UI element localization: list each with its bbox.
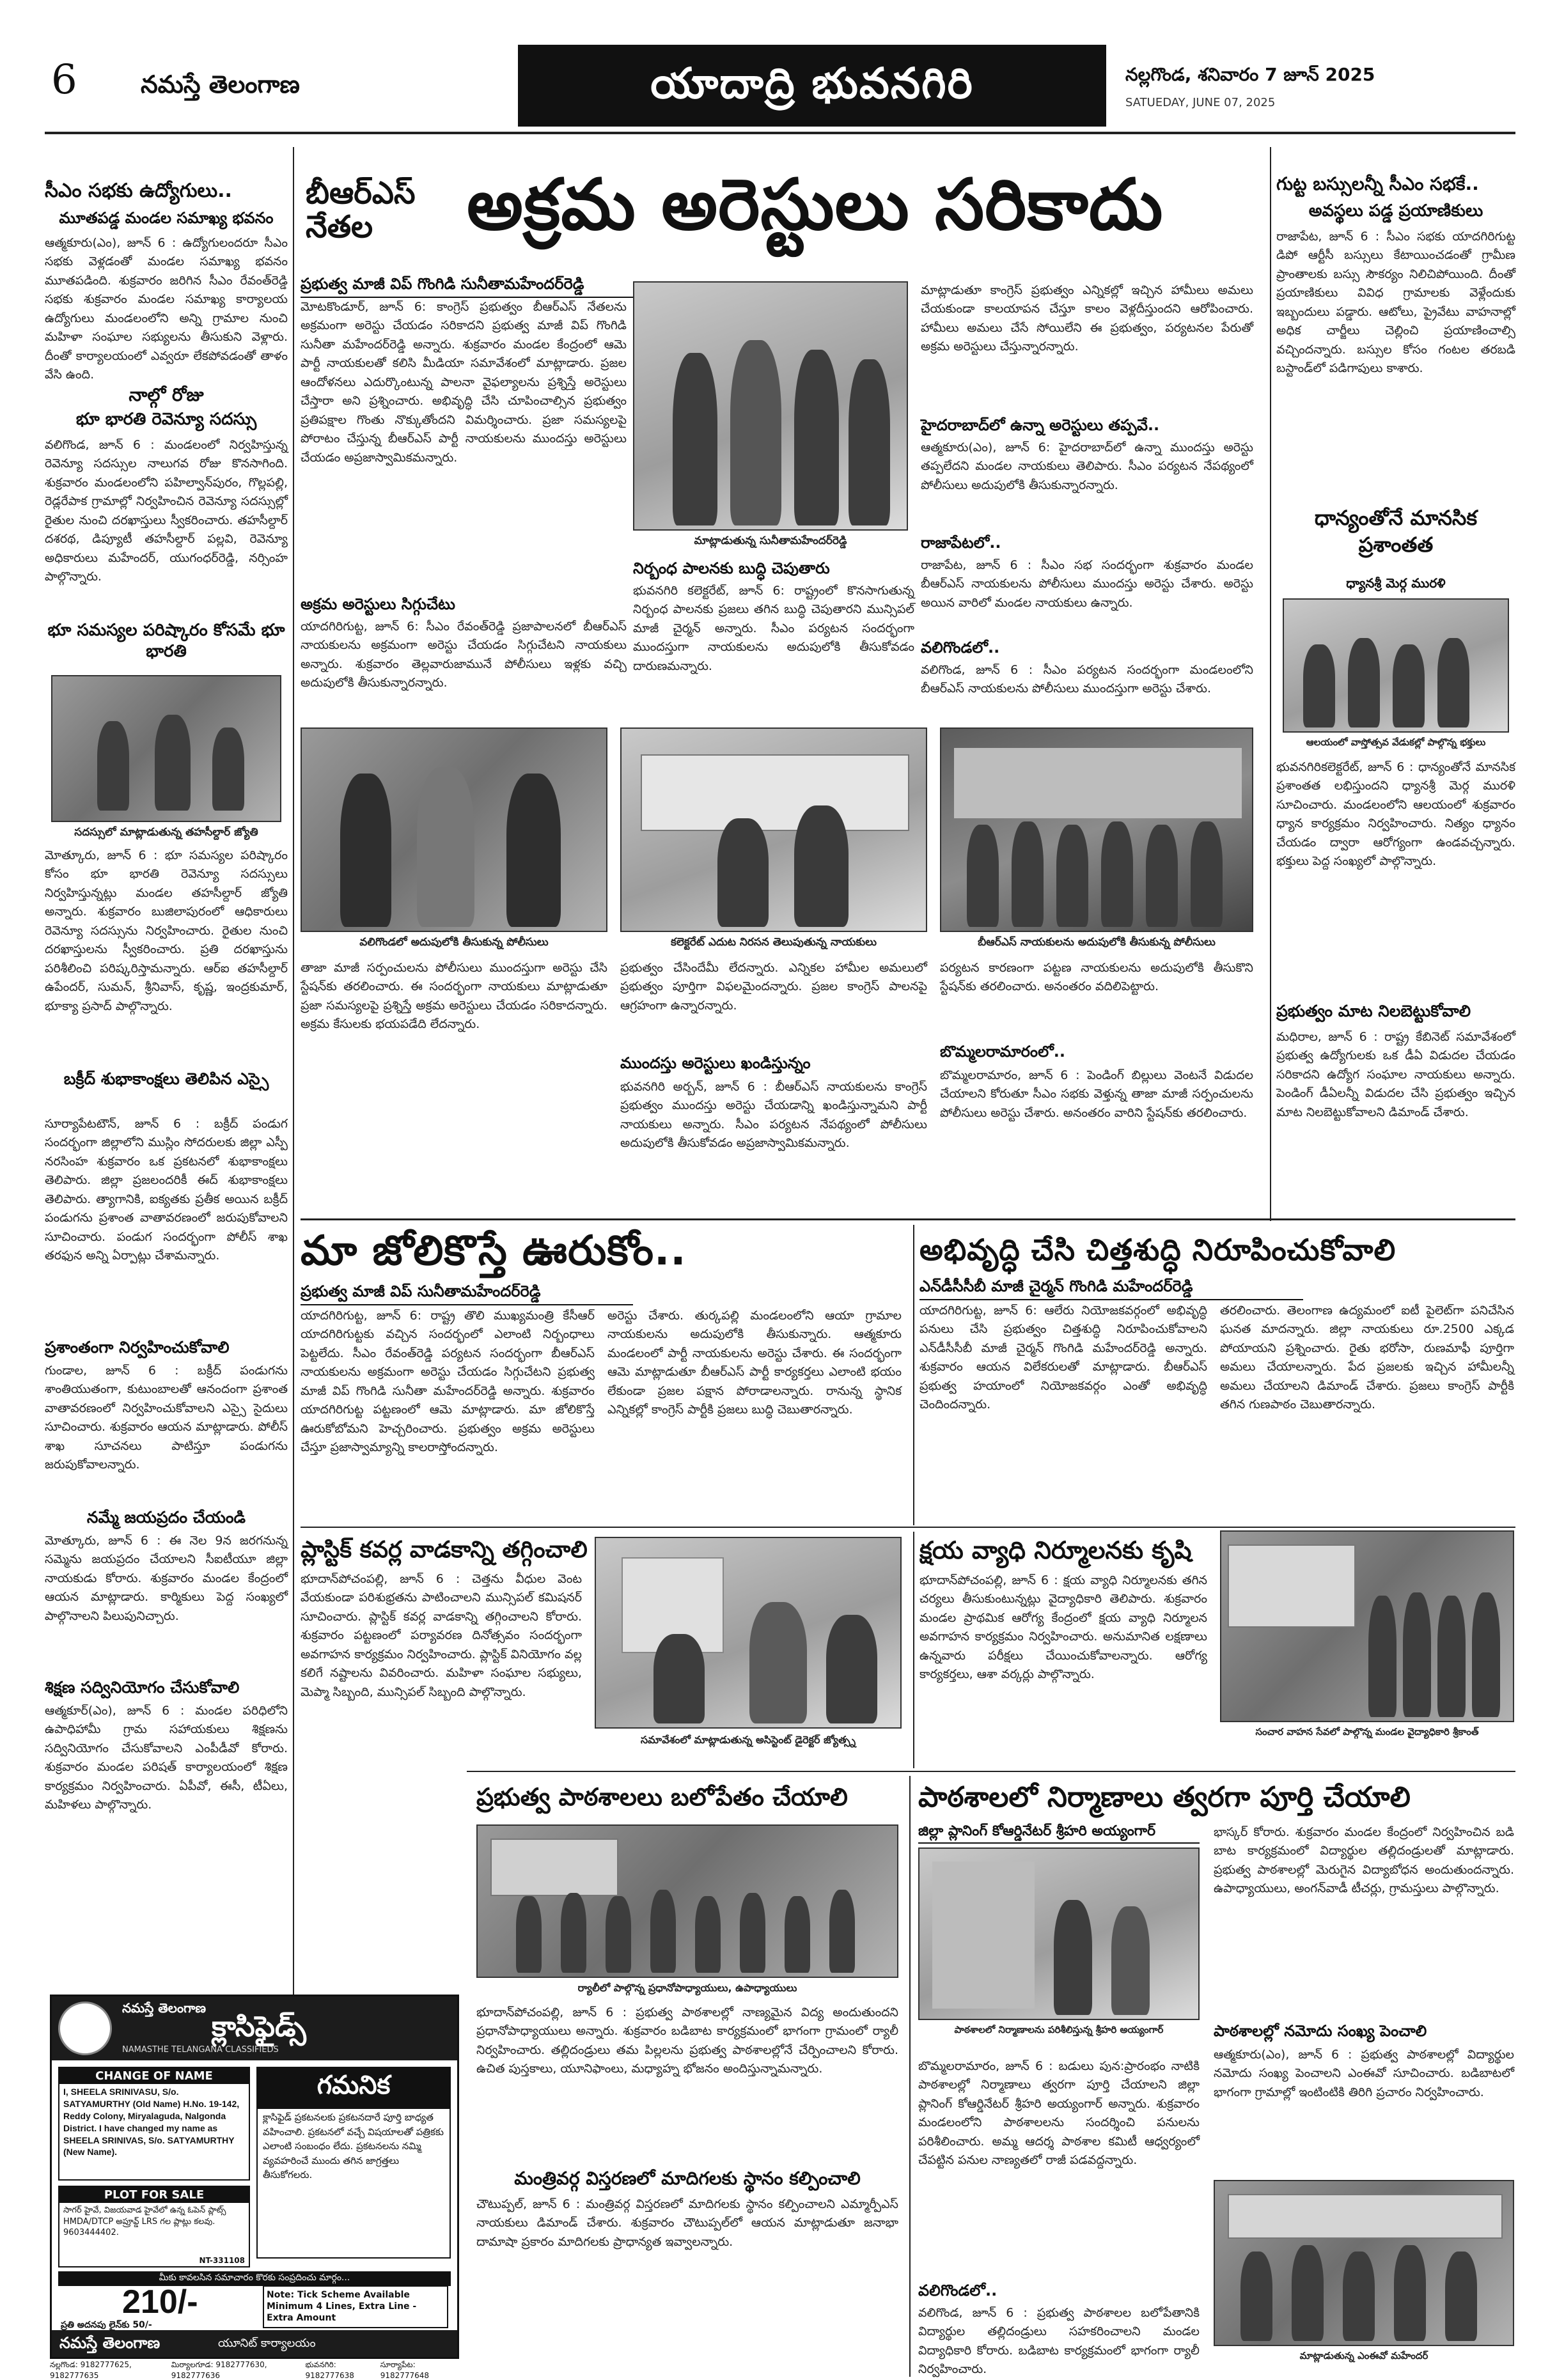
plastic-headline: ప్లాస్టిక్ కవర్ల వాడకాన్ని తగ్గించాలి xyxy=(301,1537,588,1563)
left-s2-sub: భూ భారతి రెవెన్యూ సదస్సు xyxy=(75,410,257,429)
plot-code: NT-331108 xyxy=(199,2256,245,2265)
contact-1: నల్లగొండ: 9182777625, 9182777635 xyxy=(50,2360,132,2380)
plot-body: సాగర్ హైవే, విజయవాడ హైవేలో ఉన్న ఓపెన్ ప్లాట్స్ HMDA/DTCP అప్రూవ్డ్ LRS గల ప్లాట్లు కలవు. 9603444402. xyxy=(63,2205,226,2238)
tb-photo xyxy=(1220,1530,1514,1722)
left-s2-title: నాల్గో రోజు xyxy=(129,384,204,405)
tb-caption: సంచార వాహన సేవలో పాల్గొన్న మండల వైద్యాధికారి శ్రీకాంత్ xyxy=(1255,1726,1479,1738)
main-body-lower2: ప్రభుత్వం చేసిందేమీ లేదన్నారు. ఎన్నికల హామీల అమలులో ప్రభుత్వం పూర్తిగా విఫలమైందన్నారు. ప్రజల కాంగ్రెస్ పాలనపై ఆగ్రహంగా ఉన్నారన్నారు. xyxy=(620,961,927,1013)
construction-subhead: జిల్లా ప్లానింగ్ కోఆర్డినేటర్ శ్రీహరి అయ్యంగార్ xyxy=(918,1823,1200,1844)
schools-caption: ర్యాలీలో పాల్గొన్న ప్రధానోపాధ్యాయులు, ఉపాధ్యాయులు xyxy=(577,1982,797,1994)
main-party-tag: బీఆర్ఎస్ నేతల xyxy=(306,175,416,245)
main-body-a: యాదగిరిగుట్ట, జూన్ 6: సీఎం రేవంత్‌రెడ్డి ప్రజాపాలనలో బీఆర్ఎస్ నాయకులను అక్రమంగా అరెస్టు చేయడం సిగ్గుచేటని నాయకులు అన్నారు. శుక్రవారం తెల్లవారుజామునే పోలీసులు ఇళ్లకు వచ్చి అదుపులోకి తీసుకున్నారన్నారు. xyxy=(301,619,627,690)
dev-story xyxy=(919,1224,1515,1524)
left-s6-title: నమ్మే జయప్రదం చేయండి xyxy=(86,1508,246,1527)
main-body-f: భువనగిరి అర్బన్, జూన్ 6 : బీఆర్ఎస్ నాయకులను కాంగ్రెస్ ప్రభుత్వం ముందస్తు అరెస్టు చేయడాన్ని ఖండిస్తున్నామని పార్టీ నాయకులు అన్నారు. సీఎం పర్యటన నేపథ్యంలో పోలీసులు అదుపులోకి తీసుకోవడం అప్రజాస్వామికమన్నారు. xyxy=(620,1080,927,1151)
right-s3-body: మధిరాల, జూన్ 6 : రాష్ట్ర కేబినెట్ సమావేశంలో ప్రభుత్వ ఉద్యోగులకు ఒక డీఏ విడుదల చేయడం సరికాదని ఉద్యోగ సంఘాల నాయకులు అన్నారు. పెండింగ్ డీఏలన్నీ విడుదల చేసి ప్రభుత్వం ఇచ్చిన మాట నిలబెట్టుకోవాలని డిమాండ్ చేశారు. xyxy=(1276,1030,1515,1119)
change-of-name-box xyxy=(58,2067,250,2181)
district-title: యాదాద్రి భువనగిరి xyxy=(650,59,974,108)
left-s3-caption: సదస్సులో మాట్లాడుతున్న తహసీల్దార్ జ్యోతి xyxy=(74,826,258,839)
main-bottom-rule xyxy=(301,1218,1515,1220)
left-s1-body: ఆత్మకూరు(ఎం), జూన్ 6 : ఉద్యోగులందరూ సీఎం సభకు వెళ్లడంతో మండల సమాఖ్య భవనం మూతపడింది. శుక్రవారం జరిగిన సీఎం రేవంత్‌రెడ్డి సభకు శుక్రవారం మండల సమాఖ్య కార్యాలయ ఉద్యోగులు మండలంలోని అన్ని గ్రామాల నుంచి మహిళా సంఘాల సభ్యులను తీసుకుని వెళ్లారు. దీంతో కార్యాలయంలో ఎవ్వరూ లేకపోవడంతో తాళం వేసి ఉంది. xyxy=(45,236,288,382)
main-body-c: ఆత్మకూరు(ఎం), జూన్ 6: హైదరాబాద్‌లో ఉన్నా ముందస్తు అరెస్టు తప్పలేదని మండల నాయకులు తెలిపారు. సీఎం పర్యటన నేపథ్యంలో పోలీసులు అదుపులోకి తీసుకున్నారన్నారు. xyxy=(921,440,1253,492)
date-english: SATUEDAY, JUNE 07, 2025 xyxy=(1125,96,1276,109)
schools-photo xyxy=(476,1824,898,1978)
construction-sub2: వలిగొండలో.. xyxy=(918,2282,998,2299)
right-column xyxy=(1276,141,1515,1221)
notice-box xyxy=(256,2067,451,2259)
right-s1-title: గుట్ట బస్సులన్నీ సీఎం సభకే.. xyxy=(1276,173,1479,194)
row2-rule xyxy=(301,1527,1515,1528)
main-body-lower4: పర్యటన కారణంగా పట్టణ నాయకులను అదుపులోకి తీసుకొని స్టేషన్‌కు తరలించారు. అనంతరం వదిలిపెట్టారు. xyxy=(940,961,1253,994)
construction-caption-2: మాట్లాడుతున్న ఎంఈవో మహేందర్ xyxy=(1299,2350,1428,2361)
left-s6-body: మోత్కూరు, జూన్ 6 : ఈ నెల 9న జరగనున్న సమ్మెను జయప్రదం చేయాలని సీఐటీయూ జిల్లా నాయకుడు కోరారు. శుక్రవారం మండల కేంద్రంలో ఆయన మాట్లాడారు. కార్మికులు పెద్ద సంఖ్యలో పాల్గొనాలని పిలుపునిచ్చారు. xyxy=(45,1534,288,1623)
main-photo-1-caption: మాట్లాడుతున్న సునీతామహేందర్‌రెడ్డి xyxy=(694,534,847,547)
main-body-lower1: తాజా మాజీ సర్పంచులను పోలీసులు ముందస్తుగా అరెస్టు చేసి స్టేషన్‌కు తరలించారు. ఈ సందర్భంగా నాయకులు మాట్లాడుతూ ప్రజా సమస్యలపై ప్రశ్నిస్తే అక్రమ అరెస్టులు చేయడం సరికాదన్నారు. అక్రమ కేసులకు భయపడేది లేదన్నారు. xyxy=(301,961,607,1032)
main-sub-b: నిర్బంధ పాలనకు బుద్ధి చెపుతారు xyxy=(633,559,830,577)
dev-subhead: ఎన్‌డీసీసీబీ మాజీ చైర్మన్ గొంగిడి మహేందర్‌రెడ్డి xyxy=(919,1277,1303,1300)
mid-body: యాదగిరిగుట్ట, జూన్ 6: రాష్ట్ర తొలి ముఖ్యమంత్రి కేసీఆర్ యాదగిరిగుట్టకు వచ్చిన సందర్భంలో ఎలాంటి నిర్బంధాలు పెట్టలేదు. సీఎం రేవంత్‌రెడ్డి పర్యటన సందర్భంగా బీఆర్ఎస్ నాయకులను అక్రమంగా అరెస్టు చేయడం సిగ్గుచేటని ప్రభుత్వ మాజీ విప్ గొంగిడి సునీతా మహేందర్‌రెడ్డి అన్నారు. శుక్రవారం యాదగిరిగుట్ట పట్టణంలో ఆమె మాట్లాడారు. మా జోలికొస్తే ఊరుకోబోమని హెచ్చరించారు. ప్రభుత్వం అక్రమ అరెస్టులు చేస్తూ ప్రజాస్వామ్యాన్ని కాలరాస్తోందన్నారు. xyxy=(301,1309,595,1455)
left-s4-title: బక్రీద్ శుభాకాంక్షలు తెలిపిన ఎస్సై xyxy=(63,1069,269,1088)
main-photo-4 xyxy=(940,727,1253,932)
left-s1-title: సీఎం సభకు ఉద్యోగులు.. xyxy=(45,180,232,202)
notice-body: క్లాసిఫైడ్ ప్రకటనలకు ప్రకటనదారే పూర్తి బాధ్యత వహించాలి. ప్రకటనలో వచ్చే విషయాలతో పత్రికకు ఎలాంటి సంబంధం లేదు. ప్రకటనలను నమ్మి వ్యవహరించే ముందు తగిన జాగ్రత్తలు తీసుకోగలరు. xyxy=(263,2112,444,2181)
right-s2-sub: ధ్యానశ్రీ మెర్గ మురళి xyxy=(1346,575,1446,591)
right-column-rule xyxy=(1270,147,1271,1221)
mid-body-2: అరెస్టు చేశారు. తుర్కపల్లి మండలంలోని ఆయా గ్రామాల నాయకులను అదుపులోకి తీసుకున్నారు. ఆత్మకూరు మండలంలో పార్టీ నాయకులను అరెస్టు చేశారు. ఈ సందర్భంగా ఆమె మాట్లాడుతూ బీఆర్ఎస్ పార్టీ కార్యకర్తలు ఎలాంటి భయం లేకుండా ప్రజల పక్షాన పోరాడాలన్నారు. రానున్న స్థానిక ఎన్నికల్లో కాంగ్రెస్ పార్టీకి ప్రజలు బుద్ధి చెబుతారన్నారు. xyxy=(607,1309,902,1417)
price-big: 210/- xyxy=(122,2283,198,2321)
main-photo-1 xyxy=(633,281,908,531)
contact-3: భువనగిరి: 9182777638 xyxy=(305,2360,354,2380)
plot-title: PLOT FOR SALE xyxy=(59,2187,249,2203)
construction-sub3: పాఠశాలల్లో నమోదు సంఖ్య పెంచాలి xyxy=(1214,2022,1427,2040)
plastic-divider xyxy=(913,1532,914,1768)
left-s7-title: శిక్షణ సద్వినియోగం చేసుకోవాలి xyxy=(45,1678,240,1697)
row3-rule xyxy=(467,1771,1515,1772)
schools-body: భూదాన్‌పోచంపల్లి, జూన్ 6 : ప్రభుత్వ పాఠశాలల్లో నాణ్యమైన విద్య అందుతుందని ప్రధానోపాధ్యాయులు అన్నారు. శుక్రవారం బడిబాట కార్యక్రమంలో భాగంగా గ్రామంలో ర్యాలీ నిర్వహించారు. తల్లిదండ్రులు తమ పిల్లలను ప్రభుత్వ పాఠశాలల్లోనే చేర్పించాలని కోరారు. ఉచిత పుస్తకాలు, యూనిఫాంలు, మధ్యాహ్న భోజనం అందిస్తున్నామన్నారు. xyxy=(476,2005,898,2076)
left-column xyxy=(45,141,288,2020)
main-photo-4-caption: బీఆర్ఎస్ నాయకులను అదుపులోకి తీసుకున్న పోలీసులు xyxy=(978,936,1216,949)
district-title-banner xyxy=(518,45,1106,127)
left-s5-title: ప్రశాంతంగా నిర్వహించుకోవాలి xyxy=(45,1338,230,1357)
schools-body2: చౌటుప్పల్, జూన్ 6 : మంత్రివర్గ విస్తరణలో మాదిగలకు స్థానం కల్పించాలని ఎమ్మార్పీఎస్ నాయకులు డిమాండ్ చేశారు. శుక్రవారం చౌటుప్పల్‌లో ఆయన మాట్లాడుతూ జనాభా దామాషా ప్రకారం మాదిగలకు ప్రాధాన్యత ఇవ్వాలన్నారు. xyxy=(476,2197,898,2249)
left-s3-title: భూ సమస్యల పరిష్కారం కోసమే భూ భారతి xyxy=(47,621,285,661)
main-headline: అక్రమ అరెస్టులు సరికాదు xyxy=(467,164,1164,245)
change-of-name-body: I, SHEELA SRINIVASU, S/o. SATYAMURTHY (Old Name) H.No. 19-142, Reddy Colony, Miryalaguda, Nalgonda District. I have changed my name as SHEELA SRINIVAS, S/o. SATYAMURTHY (New Name). xyxy=(63,2087,240,2158)
mid-story xyxy=(301,1224,908,1524)
classifieds-footer xyxy=(52,2330,457,2357)
right-s2-body: భువనగిరికలెక్టరేట్, జూన్ 6 : ధాన్యంతోనే మానసిక ప్రశాంతత లభిస్తుందని ధ్యానశ్రీ మెర్గ మురళి సూచించారు. మండలంలోని ఆలయంలో శుక్రవారం ధ్యాన కార్యక్రమం నిర్వహించారు. నిత్యం ధ్యానం చేయడం ద్వారా ఆరోగ్యంగా ఉండవచ్చన్నారు. భక్తులు పెద్ద సంఖ్యలో పాల్గొన్నారు. xyxy=(1276,760,1515,869)
classifieds-contacts xyxy=(50,2360,459,2378)
notice-title: గమనిక xyxy=(258,2068,450,2109)
mid-subhead: ప్రభుత్వ మాజీ విప్ సునీతామహేందర్‌రెడ్డి xyxy=(301,1282,633,1305)
dev-body: యాదగిరిగుట్ట, జూన్ 6: ఆలేరు నియోజకవర్గంలో అభివృద్ధి పనులు చేసి ప్రభుత్వం చిత్తశుద్ధి నిరూపించుకోవాలని ఎన్‌డీసీసీబీ మాజీ చైర్మన్ గొంగిడి మహేందర్‌రెడ్డి అన్నారు. శుక్రవారం ఆయన విలేకరులతో మాట్లాడారు. బీఆర్ఎస్ ప్రభుత్వ హయాంలో నియోజకవర్గం ఎంతో అభివృద్ధి చెందిందన్నారు. xyxy=(919,1303,1207,1412)
plastic-photo xyxy=(595,1537,902,1729)
construction-body: బొమ్మలరామారం, జూన్ 6 : బడులు పున:ప్రారంభం నాటికి పాఠశాలల్లో నిర్మాణాలు త్వరగా పూర్తి చేయాలని జిల్లా ప్లానింగ్ కోఆర్డినేటర్ శ్రీహరి అయ్యంగార్ అన్నారు. శుక్రవారం మండలంలోని పాఠశాలలను సందర్శించి పనులను పరిశీలించారు. అమ్మ ఆదర్శ పాఠశాల కమిటీ ఆధ్వర్యంలో చేపట్టిన పనుల నాణ్యతలో రాజీ పడవద్దన్నారు. xyxy=(918,2059,1200,2168)
tb-body: భూదాన్‌పోచంపల్లి, జూన్ 6 : క్షయ వ్యాధి నిర్మూలనకు తగిన చర్యలు తీసుకుంటున్నట్లు వైద్యాధికారి తెలిపారు. శుక్రవారం మండల ప్రాథమిక ఆరోగ్య కేంద్రంలో క్షయ వ్యాధి నిర్మూలన అవగాహన కార్యక్రమం నిర్వహించారు. అనుమానిత లక్షణాలు ఉన్నవారు పరీక్షలు చేయించుకోవాలన్నారు. ఆరోగ్య కార్యకర్తలు, ఆశా వర్కర్లు పాల్గొన్నారు. xyxy=(919,1573,1207,1682)
classifieds-title: క్లాసిఫైడ్స్ xyxy=(212,2011,306,2043)
mid-headline: మా జోలికొస్తే ఊరుకోం.. xyxy=(301,1227,687,1275)
left-s7-body: ఆత్మకూర్(ఎం), జూన్ 6 : మండల పరిధిలోని ఉపాధిహామీ గ్రామ సహాయకులు శిక్షణను సద్వినియోగం చేసుకోవాలని ఎంపీడీవో కోరారు. శుక్రవారం మండల పరిషత్ కార్యాలయంలో శిక్షణ కార్యక్రమం నిర్వహించారు. ఏపీవో, ఈసీ, టీఏలు, మహిళలు పాల్గొన్నారు. xyxy=(45,1704,288,1812)
plastic-body: భూదాన్‌పోచంపల్లి, జూన్ 6 : చెత్తను వీధుల వెంట వేయకుండా పరిశుభ్రతను పాటించాలని మున్సిపల్ కమిషనర్ సూచించారు. ప్లాస్టిక్ కవర్ల వాడకాన్ని తగ్గించాలని కోరారు. శుక్రవారం పట్టణంలో పర్యావరణ దినోత్సవం సందర్భంగా అవగాహన కార్యక్రమం నిర్వహించారు. ప్లాస్టిక్ వినియోగం వల్ల కలిగే నష్టాలను వివరించారు. మహిళా సంఘాల సభ్యులు, మెప్మా సిబ్బంది, మున్సిపల్ సిబ్బంది పాల్గొన్నారు. xyxy=(301,1572,582,1699)
plastic-story xyxy=(301,1530,908,1767)
main-sub-e: వలిగొండలో.. xyxy=(921,639,1000,657)
right-s2-caption: ఆలయంలో వాస్తోత్సవ వేడుకల్లో పాల్గొన్న భక్తులు xyxy=(1306,736,1486,748)
schools-story xyxy=(470,1776,905,2377)
footer-brand: నమస్తే తెలంగాణ xyxy=(59,2334,160,2352)
footer-office: యూనిట్ కార్యాలయం xyxy=(218,2337,316,2350)
left-s3-body: మోత్కూరు, జూన్ 6 : భూ సమస్యల పరిష్కారం కోసం భూ భారతి రెవెన్యూ సదస్సులు నిర్వహిస్తున్నట్లు మండల తహసీల్దార్ జ్యోతి అన్నారు. శుక్రవారం బుజిలాపురంలో ఆధికారులు రెవెన్యూ సదస్సును నిర్వహించారు. రైతుల నుంచి దరఖాస్తులను స్వీకరించారు. ప్రతి దరఖాస్తును పరిశీలించి పరిష్కరిస్తామన్నారు. ఆర్ఐ తహసీల్దార్ ఉపేందర్, సుమన్, శ్రీనివాస్, కృష్ణ, ఇంద్రకుమార్, భూక్యా ప్రసాద్ పాల్గొన్నారు. xyxy=(45,848,288,1013)
main-body-col4: మాట్లాడుతూ కాంగ్రెస్ ప్రభుత్వం ఎన్నికల్లో ఇచ్చిన హామీలు అమలు చేయకుండా కాలయాపన చేస్తూ కాలం వెళ్లదీస్తుందని ఆరోపించారు. హామీలు అమలు చేసే సోయిలేని ఈ ప్రభుత్వం, పర్యటనల పేరుతో అక్రమ అరెస్టులు చేస్తున్నారన్నారు. xyxy=(921,283,1253,354)
construction-story xyxy=(914,1776,1515,2377)
main-body-g: బొమ్మలరామారం, జూన్ 6 : పెండింగ్ బిల్లులు వెంటనే విడుదల చేయాలని కోరుతూ సీఎం సభకు వెళ్తున్న తాజా మాజీ సర్పంచులను పోలీసులు అరెస్టు చేశారు. అనంతరం వారిని స్టేషన్‌కు తరలించారు. xyxy=(940,1068,1253,1120)
right-s3-title: ప్రభుత్వం మాట నిలబెట్టుకోవాలి xyxy=(1276,1002,1471,1020)
tb-story xyxy=(919,1530,1515,1767)
main-photo-2-caption: వలిగొండలో అదుపులోకి తీసుకున్న పోలీసులు xyxy=(359,936,549,949)
main-body-b: భువనగిరి కలెక్టరేట్, జూన్ 6: రాష్ట్రంలో కొనసాగుతున్న నిర్బంధ పాలనకు ప్రజలు తగిన బుద్ధి చెపుతారని మున్సిపల్ మాజీ చైర్మన్ అన్నారు. సీఎం పర్యటన సందర్భంగా ముందస్తుగా నాయకులను అదుపులోకి తీసుకోవడం దారుణమన్నారు. xyxy=(633,584,914,673)
right-s2-title: ధాన్యంతోనే మానసిక ప్రశాంతత xyxy=(1314,506,1478,557)
mid-divider xyxy=(913,1225,914,1525)
right-s2-photo xyxy=(1283,598,1509,733)
construction-photo-2 xyxy=(1214,2180,1514,2346)
construction-body2: వలిగొండ, జూన్ 6 : ప్రభుత్వ పాఠశాలల బలోపేతానికి విద్యార్థుల తల్లిదండ్రులు సహకరించాలని మండల విద్యాధికారి కోరారు. బడిబాట కార్యక్రమంలో భాగంగా ర్యాలీ నిర్వహించారు. xyxy=(918,2306,1200,2377)
paper-name: నమస్తే తెలంగాణ xyxy=(141,70,300,98)
construction-caption: పాఠశాలలో నిర్మాణాలను పరిశీలిస్తున్న శ్రీహరి అయ్యంగార్ xyxy=(954,2024,1164,2035)
classifieds-header xyxy=(52,1996,457,2060)
main-sub-g: బొమ్మలరామారంలో.. xyxy=(940,1043,1066,1061)
main-body-e: వలిగొండ, జూన్ 6 : సీఎం పర్యటన సందర్భంగా మండలంలోని బీఆర్ఎస్ నాయకులను పోలీసులు ముందస్తుగా అరెస్టు చేశారు. xyxy=(921,663,1253,696)
schools-divider xyxy=(909,1776,911,2377)
right-s1-body: రాజాపేట, జూన్ 6 : సీఎం సభకు యాదగిరిగుట్ట డిపో ఆర్టీసీ బస్సులు కేటాయించడంతో గ్రామీణ ప్రాంతాలకు బస్సు సౌకర్యం నిలిచిపోయింది. దీంతో ప్రయాణికులు వివిధ గ్రామాలకు వెళ్లేందుకు ఇబ్బందులు పడ్డారు. ఆటోలు, ప్రైవేటు వాహనాల్లో అధిక చార్జీలు చెల్లించి ప్రయాణించాల్సి వచ్చిందన్నారు. బస్సుల కోసం గంటల తరబడి బస్టాండ్‌లో పడిగాపులు కాశారు. xyxy=(1276,229,1515,376)
contact-4: సూర్యాపేట: 9182777648 xyxy=(380,2360,430,2380)
construction-photo xyxy=(918,1847,1200,2020)
contact-2: మిర్యాలగూడ: 9182777630, 9182777636 xyxy=(171,2360,267,2380)
left-s1-sub: మూతపడ్డ మండల సమాఖ్య భవనం xyxy=(59,209,274,227)
plot-box xyxy=(58,2186,250,2267)
price-sub: ప్రతి అదనపు లైన్‌కు 50/- xyxy=(61,2320,152,2330)
left-s5-body: గుండాల, జూన్ 6 : బక్రీద్ పండుగను శాంతియుతంగా, కుటుంబాలతో ఆనందంగా ప్రశాంత వాతావరణంలో నిర్వహించుకోవాలని ఎస్సై సైదులు సూచించారు. శుక్రవారం ఆయన మాట్లాడారు. పోలీస్ శాఖ సూచనలు పాటిస్తూ పండుగను జరుపుకోవాలన్నారు. xyxy=(45,1364,288,1472)
date-telugu: నల్లగొండ, శనివారం 7 జూన్ 2025 xyxy=(1125,64,1375,85)
left-s3-photo xyxy=(51,675,281,822)
classifieds-sub: NAMASTHE TELANGANA CLASSIFIEDS xyxy=(122,2045,279,2055)
main-body-col1: మోటకొండూర్, జూన్ 6: కాంగ్రెస్ ప్రభుత్వం బీఆర్ఎస్ నేతలను అక్రమంగా అరెస్టు చేయడం సరికాదని ప్రభుత్వ మాజీ విప్ గొంగిడి సునీతా మహేందర్‌రెడ్డి అన్నారు. శుక్రవారం మండల కేంద్రంలో ఆమె పార్టీ నాయకులతో కలిసి మీడియా సమావేశంలో మాట్లాడారు. ప్రజల ఆందోళనలు ఎదుర్కొంటున్న పాలనా వైఫల్యాలను ప్రశ్నిస్తే అరెస్టులు చేస్తారా అని ప్రశ్నించారు. అభివృద్ధి చేసి చూపించాల్సిన ప్రభుత్వం ప్రతిపక్షాల గొంతు నొక్కుతోందని విమర్శించారు. ప్రజా సమస్యలపై పోరాటం చేస్తున్న బీఆర్ఎస్ పార్టీ నాయకులను ముందస్తు అరెస్టులు చేయడం అప్రజాస్వామికమన్నారు. xyxy=(301,300,627,465)
main-sub-c: హైదరాబాద్‌లో ఉన్నా అరెస్టులు తప్పవే.. xyxy=(921,416,1160,434)
main-sub-d: రాజాపేటలో.. xyxy=(921,534,1001,552)
main-sub-f: ముందస్తు అరెస్టులు ఖండిస్తున్నం xyxy=(620,1054,811,1072)
plastic-caption: సమావేశంలో మాట్లాడుతున్న అసిస్టెంట్ డైరెక్టర్ జ్యోత్స్న xyxy=(640,1734,856,1746)
main-photo-3 xyxy=(620,727,927,932)
masthead-rule xyxy=(45,132,1515,134)
masthead xyxy=(45,45,1515,128)
main-photo-2 xyxy=(301,727,607,932)
construction-body4: ఆత్మకూరు(ఎం), జూన్ 6 : ప్రభుత్వ పాఠశాలల్లో విద్యార్థుల నమోదు సంఖ్య పెంచాలని ఎంఈవో సూచించారు. బడిబాటలో భాగంగా గ్రామాల్లో ఇంటింటికి తిరిగి ప్రచారం నిర్వహించారు. xyxy=(1214,2048,1514,2099)
classifieds-box xyxy=(50,1995,459,2359)
price-line: మీకు కావలసిన సమాచారం కొరకు సంప్రదించు మార్గం... xyxy=(58,2271,451,2286)
dev-body-2: తరలించారు. తెలంగాణ ఉద్యమంలో ఐటీ పైలెట్‌గా పనిచేసిన ఘనత మాదన్నారు. జిల్లా నాయకులు రూ.2500 ఎక్కడ పోయాయని ప్రశ్నించారు. రైతు భరోసా, రుణమాఫీ పూర్తిగా అమలు చేయాలన్నారు. పేద ప్రజలకు ఇచ్చిన హామీలన్నీ అమలు చేయాలని డిమాండ్ చేశారు. ప్రజలు కాంగ్రెస్ పార్టీకి తగిన గుణపాఠం చెబుతారన్నారు. xyxy=(1220,1303,1514,1412)
left-column-rule xyxy=(293,147,294,2014)
schools-headline: ప్రభుత్వ పాఠశాలలు బలోపేతం చేయాలి xyxy=(476,1783,848,1811)
left-s2-body: వలిగొండ, జూన్ 6 : మండలంలో నిర్వహిస్తున్న రెవెన్యూ సదస్సుల నాలుగవ రోజు కొనసాగింది. శుక్రవారం మండలంలోని పహిల్వాన్‌పురం, గొల్లపల్లి, రెడ్లరేపాక గ్రామాల్లో నిర్వహించిన రెవెన్యూ సదస్సుల్లో రైతుల నుంచి దరఖాస్తులు స్వీకరించారు. తహసీల్దార్ దశరథ, డిప్యూటీ తహసీల్దార్ పల్లవి, రెవెన్యూ అధికారులు మహేందర్, యుగంధర్‌రెడ్డి, నర్సింహ పాల్గొన్నారు. xyxy=(45,438,288,584)
classifieds-brand: నమస్తే తెలంగాణ xyxy=(122,2000,207,2016)
main-story xyxy=(301,141,1266,1215)
page-number: 6 xyxy=(51,56,77,104)
dev-headline: అభివృద్ధి చేసి చిత్తశుద్ధి నిరూపించుకోవాలి xyxy=(919,1233,1397,1267)
main-photo-3-caption: కలెక్టరేట్ ఎదుట నిరసన తెలుపుతున్న నాయకులు xyxy=(670,936,877,949)
tb-headline: క్షయ వ్యాధి నిర్మూలనకు కృషి xyxy=(919,1536,1192,1564)
change-of-name-title: CHANGE OF NAME xyxy=(59,2068,249,2084)
main-body-d: రాజాపేట, జూన్ 6 : సీఎం సభ సందర్భంగా శుక్రవారం మండల బీఆర్ఎస్ నాయకులను పోలీసులు ముందస్తు అరెస్టు చేశారు. అరెస్టు అయిన వారిలో మండల నాయకులు ఉన్నారు. xyxy=(921,558,1253,610)
classifieds-logo-icon xyxy=(58,2002,112,2055)
construction-headline: పాఠశాలలో నిర్మాణాలు త్వరగా పూర్తి చేయాలి xyxy=(918,1781,1411,1814)
right-s1-sub: అవస్థలు పడ్డ ప్రయాణికులు xyxy=(1308,201,1483,221)
main-subhead: ప్రభుత్వ మాజీ విప్ గొంగిడి సునీతామహేందర్‌రెడ్డి xyxy=(301,275,633,298)
construction-body3: భాస్కర్ కోరారు. శుక్రవారం మండల కేంద్రంలో నిర్వహించిన బడి బాట కార్యక్రమంలో విద్యార్థుల తల్లిదండ్రులతో మాట్లాడారు. ప్రభుత్వ పాఠశాలల్లో మెరుగైన విద్యాబోధన అందుతుందన్నారు. ఉపాధ్యాయులు, అంగన్‌వాడీ టీచర్లు, గ్రామస్తులు పాల్గొన్నారు. xyxy=(1214,1825,1514,1896)
price-note: Note: Tick Scheme Available Minimum 4 Lines, Extra Line - Extra Amount xyxy=(263,2285,448,2328)
schools-sub2: మంత్రివర్గ విస్తరణలో మాదిగలకు స్థానం కల్పించాలి xyxy=(514,2168,861,2189)
main-sub-a: అక్రమ అరెస్టులు సిగ్గుచేటు xyxy=(301,595,455,613)
left-s4-body: సూర్యాపేటటౌన్, జూన్ 6 : బక్రీద్ పండుగ సందర్భంగా జిల్లాలోని ముస్లిం సోదరులకు జిల్లా ఎస్పీ నరసింహ శుక్రవారం ఒక ప్రకటనలో శుభాకాంక్షలు తెలిపారు. జిల్లా ప్రజలందరికీ ఈద్ శుభాకాంక్షలు తెలిపారు. త్యాగానికి, ఐక్యతకు ప్రతీక అయిన బక్రీద్ పండుగను ప్రశాంత వాతావరణంలో జరుపుకోవాలని సూచించారు. పండుగ సందర్భంగా పోలీస్ శాఖ తరఫున అన్ని ఏర్పాట్లు చేశామన్నారు. xyxy=(45,1117,288,1263)
